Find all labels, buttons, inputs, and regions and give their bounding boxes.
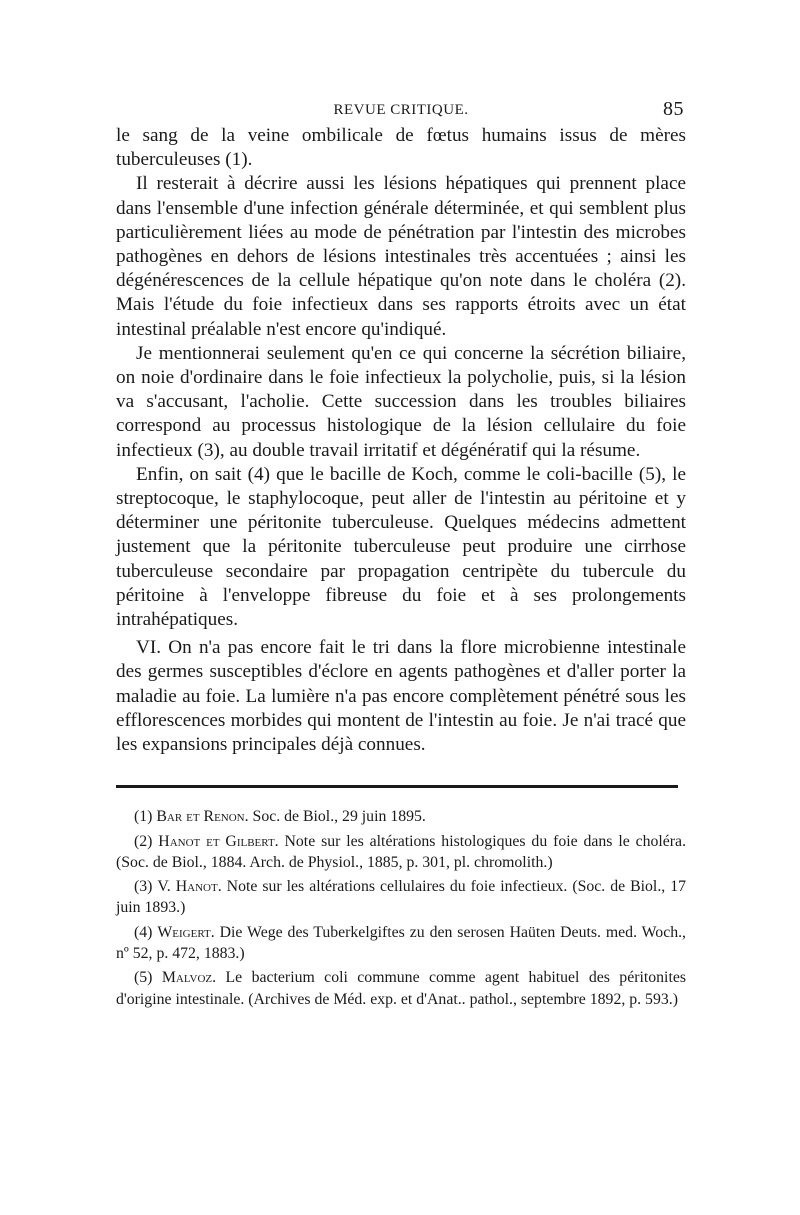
footnote-text: Le bacterium coli commune comme agent habituel des péritonites d'origine intestinale. (Archives de Méd. exp. et d'Anat.. pathol., septembre 1892, p. 593.) — [116, 969, 686, 1008]
footnote-divider — [116, 785, 678, 788]
paragraph-continuation: le sang de la veine ombilicale de fœtus humains issus de mères tuberculeuses (1). — [116, 125, 686, 171]
footnote-number: (5) — [134, 969, 153, 987]
footnotes — [116, 806, 686, 1010]
paragraph-koch-bacillus: Enfin, on sait (4) que le bacille de Koch, comme le coli-bacille (5), le streptocoque, le staphylocoque, peut aller de l'intestin au péritoine et y déterminer une péritonite tuberculeuse. Quelques médecins admettent justement que la péritonite tuberculeuse peut produire une cirrhose tuberculeuse secondaire par propagation centripète du tubercule du péritoine à l'enveloppe fibreuse du foie et à ses prolongements intrahépatiques. — [116, 463, 686, 631]
page-number: 85 — [663, 98, 684, 120]
footnote-text: Note sur les altérations histologiques du foie dans le choléra. (Soc. de Biol., 1884. Arch. de Physiol., 1885, p. 301, pl. chromolith.) — [116, 832, 687, 871]
page — [116, 98, 686, 1010]
footnote — [116, 831, 686, 874]
footnote-number: (4) — [134, 923, 153, 941]
footnote-text: Note sur les altérations cellulaires du foie infectieux. (Soc. de Biol., 17 juin 1893.) — [116, 878, 687, 917]
footnote-text: Die Wege des Tuberkelgiftes zu den serosen Haüten Deuts. med. Woch., nº 52, p. 472, 1883.) — [116, 923, 687, 963]
paragraph-hepatic-lesions: Il resterait à décrire aussi les lésions hépatiques qui prennent place dans l'ensemble d'une infection générale déterminée, et qui semblent plus particulièrement liées au mode de pénétration par l'intestin des microbes pathogènes en dehors de lésions intestinales très accentuées ; ainsi les dégénérescences de la cellule hépatique qu'on note dans le choléra (2). Mais l'étude du foie infectieux dans ses rapports étroits avec un état intestinal préalable n'est encore qu'indiqué. — [116, 173, 686, 340]
paragraph-section-vi: VI. On n'a pas encore fait le tri dans la flore microbienne intestinale des germes susceptibles d'éclore en agents pathogènes et d'aller porter la maladie au foie. La lumière n'a pas encore complètement pénétré sous les efflorescences morbides qui montent de l'intestin au foie. Je n'ai tracé que les expansions principales déjà connues. — [116, 637, 686, 756]
footnote-number: (1) — [134, 808, 153, 826]
footnote-author: Bar et Renon. — [156, 808, 249, 826]
footnote-author: Weigert. — [157, 923, 215, 941]
running-title: REVUE CRITIQUE. — [333, 102, 469, 118]
footnote-author: Hanot et Gilbert. — [158, 832, 279, 850]
footnote-author: Malvoz. — [161, 969, 217, 987]
paragraph-biliary-secretion: Je mentionnerai seulement qu'en ce qui concerne la sécrétion biliaire, on noie d'ordinaire dans le foie infectieux la polycholie, puis, si la lésion va s'accusant, l'acholie. Cette succession dans les troubles biliaires correspond au processus histologique de la lésion cellulaire du foie infectieux (3), au double travail irritatif et dégénératif qui la résume. — [116, 342, 686, 461]
footnote-number: (2) — [134, 832, 153, 850]
running-header — [116, 98, 686, 124]
body-text — [116, 124, 686, 757]
footnote-author: V. Hanot. — [157, 878, 222, 896]
footnote — [116, 806, 686, 827]
footnote-text: Soc. de Biol., 29 juin 1895. — [252, 808, 426, 826]
footnote — [116, 967, 686, 1010]
footnote-number: (3) — [134, 878, 153, 896]
footnote — [116, 922, 686, 965]
footnote — [116, 876, 686, 919]
